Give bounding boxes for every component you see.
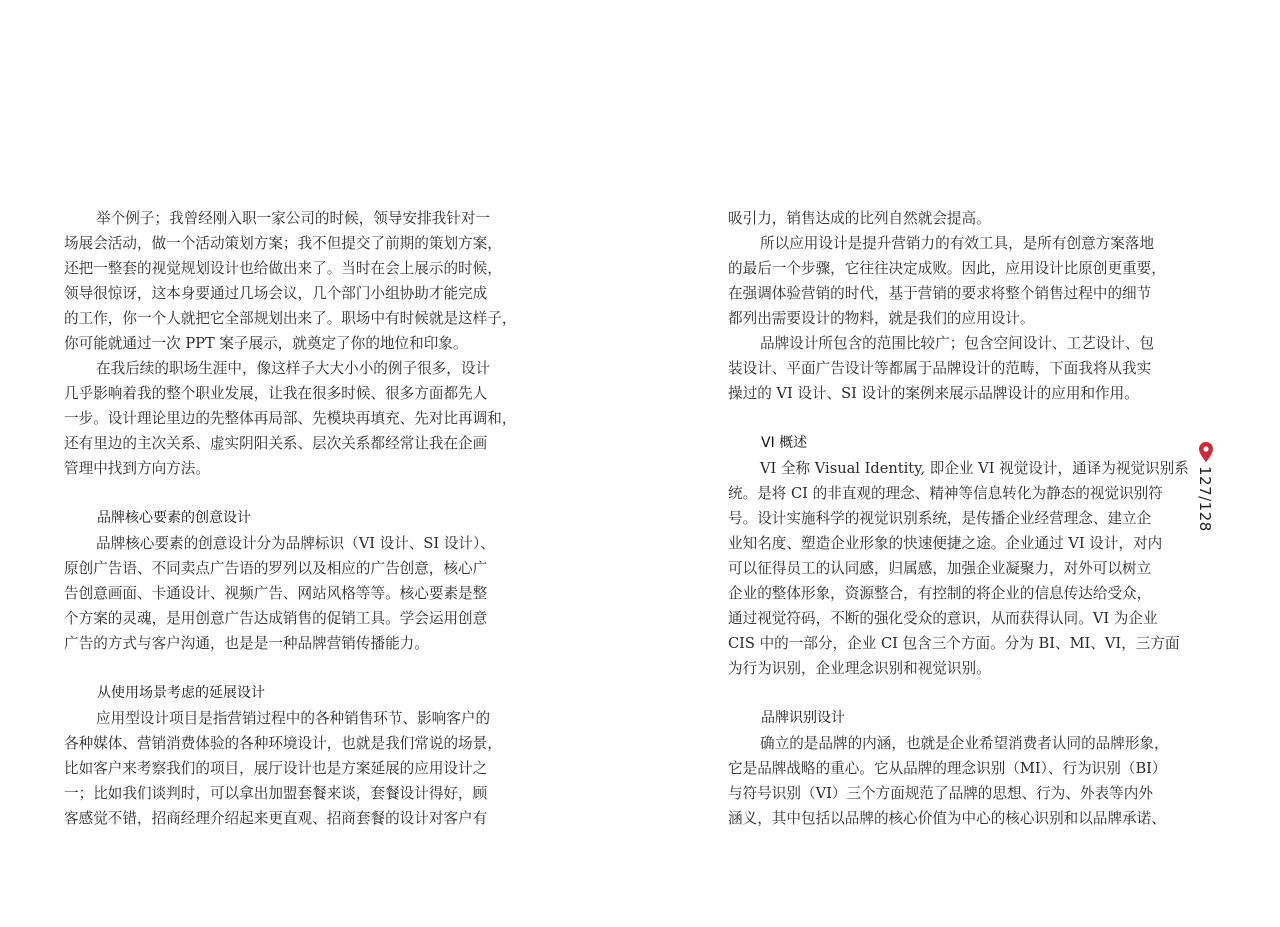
section-heading: 品牌识别设计 bbox=[761, 710, 845, 726]
text-line: 原创广告语、不同卖点广告语的罗列以及相应的广告创意，核心广 bbox=[64, 560, 488, 577]
paragraph bbox=[64, 206, 517, 356]
text-line: 为行为识别，企业理念识别和视觉识别。 bbox=[728, 660, 991, 677]
text-line: 管理中找到方向方法。 bbox=[64, 460, 210, 477]
text-line: 都列出需要设计的物料，就是我们的应用设计。 bbox=[728, 310, 1035, 327]
text-line: 的最后一个步骤，它往往决定成败。因此，应用设计比原创更重要， bbox=[728, 260, 1166, 277]
text-line: 场展会活动，做一个活动策划方案；我不但提交了前期的策划方案， bbox=[64, 235, 502, 252]
text-line: 举个例子；我曾经刚入职一家公司的时候，领导安排我针对一 bbox=[96, 210, 491, 227]
text-line: 客感觉不错，招商经理介绍起来更直观、招商套餐的设计对客户有 bbox=[64, 810, 488, 827]
section-heading: 品牌核心要素的创意设计 bbox=[97, 510, 251, 526]
text-line: 在强调体验营销的时代，基于营销的要求将整个销售过程中的细节 bbox=[728, 285, 1152, 302]
text-line: 可以征得员工的认同感，归属感，加强企业凝聚力，对外可以树立 bbox=[728, 560, 1152, 577]
text-line: 涵义，其中包括以品牌的核心价值为中心的核心识别和以品牌承诺、 bbox=[728, 810, 1166, 827]
text-line: 还把一整套的视觉规划设计也给做出来了。当时在会上展示的时候， bbox=[64, 260, 502, 277]
text-line: 装设计、平面广告设计等都属于品牌设计的范畴，下面我将从我实 bbox=[728, 360, 1152, 377]
left-page-column bbox=[64, 206, 517, 831]
section-heading: 从使用场景考虑的延展设计 bbox=[97, 685, 265, 701]
text-line: 品牌设计所包含的范围比较广；包含空间设计、工艺设计、包 bbox=[760, 335, 1155, 352]
text-line: 领导很惊讶，这本身要通过几场会议，几个部门小组协助才能完成 bbox=[64, 285, 488, 302]
page-number: 127/128 bbox=[1196, 466, 1214, 532]
paragraph bbox=[728, 231, 1166, 331]
text-line: 一；比如我们谈判时，可以拿出加盟套餐来谈，套餐设计得好，顾 bbox=[64, 785, 488, 802]
text-line: 通过视觉符码，不断的强化受众的意识，从而获得认同。VI 为企业 bbox=[728, 610, 1158, 627]
paragraph bbox=[728, 206, 1149, 231]
text-line: 广告的方式与客户沟通，也是是一种品牌营销传播能力。 bbox=[64, 635, 429, 652]
text-line: 你可能就通过一次 PPT 案子展示，就奠定了你的地位和印象。 bbox=[64, 335, 468, 352]
text-line: 个方案的灵魂，是用创意广告达成销售的促销工具。学会运用创意 bbox=[64, 610, 488, 627]
text-line: 企业的整体形象，资源整合，有控制的将企业的信息传达给受众， bbox=[728, 585, 1152, 602]
text-line: CIS 中的一部分，企业 CI 包含三个方面。分为 BI、MI、VI，三方面 bbox=[728, 635, 1180, 652]
text-line: 几乎影响着我的整个职业发展，让我在很多时候、很多方面都先人 bbox=[64, 385, 488, 402]
text-line: 它是品牌战略的重心。它从品牌的理念识别（MI）、行为识别（BI） bbox=[728, 760, 1167, 777]
paragraph bbox=[64, 531, 495, 656]
text-line: 确立的是品牌的内涵，也就是企业希望消费者认同的品牌形象， bbox=[760, 735, 1169, 752]
text-line: 业知名度、塑造企业形象的快速便捷之途。企业通过 VI 设计，对内 bbox=[728, 535, 1163, 552]
paragraph bbox=[728, 331, 1155, 406]
text-line: 操过的 VI 设计、SI 设计的案例来展示品牌设计的应用和作用。 bbox=[728, 385, 1139, 402]
text-line: VI 全称 Visual Identity, 即企业 VI 视觉设计，通译为视觉识别系 bbox=[760, 460, 1189, 477]
text-line: 的工作，你一个人就把它全部规划出来了。职场中有时候就是这样子， bbox=[64, 310, 517, 327]
text-line: 吸引力，销售达成的比列自然就会提高。 bbox=[728, 210, 991, 227]
paragraph bbox=[64, 706, 502, 831]
text-line: 在我后续的职场生涯中，像这样子大大小小的例子很多，设计 bbox=[96, 360, 491, 377]
right-page-column bbox=[728, 206, 1189, 831]
text-line: 统。是将 CI 的非直观的理念、精神等信息转化为静态的视觉识别符 bbox=[728, 485, 1163, 502]
text-line: 一步。设计理论里边的先整体再局部、先模块再填充、先对比再调和， bbox=[64, 410, 517, 427]
paragraph bbox=[728, 731, 1169, 831]
text-line: 与符号识别（VI）三个方面规范了品牌的思想、行为、外表等内外 bbox=[728, 785, 1153, 802]
text-line: 各种媒体、营销消费体验的各种环境设计，也就是我们常说的场景， bbox=[64, 735, 502, 752]
paragraph bbox=[64, 356, 517, 481]
text-line: 还有里边的主次关系、虚实阴阳关系、层次关系都经常让我在企画 bbox=[64, 435, 488, 452]
paragraph bbox=[728, 456, 1189, 681]
text-line: 号。设计实施科学的视觉识别系统，是传播企业经营理念、建立企 bbox=[728, 510, 1152, 527]
text-line: 品牌核心要素的创意设计分为品牌标识（VI 设计、SI 设计）、 bbox=[96, 535, 495, 552]
section-heading: VI 概述 bbox=[761, 435, 808, 451]
location-pin-icon bbox=[1199, 442, 1213, 462]
text-line: 比如客户来考察我们的项目，展厅设计也是方案延展的应用设计之 bbox=[64, 760, 488, 777]
text-line: 所以应用设计是提升营销力的有效工具，是所有创意方案落地 bbox=[760, 235, 1155, 252]
text-line: 告创意画面、卡通设计、视频广告、网站风格等等。核心要素是整 bbox=[64, 585, 488, 602]
text-line: 应用型设计项目是指营销过程中的各种销售环节、影响客户的 bbox=[96, 710, 491, 727]
